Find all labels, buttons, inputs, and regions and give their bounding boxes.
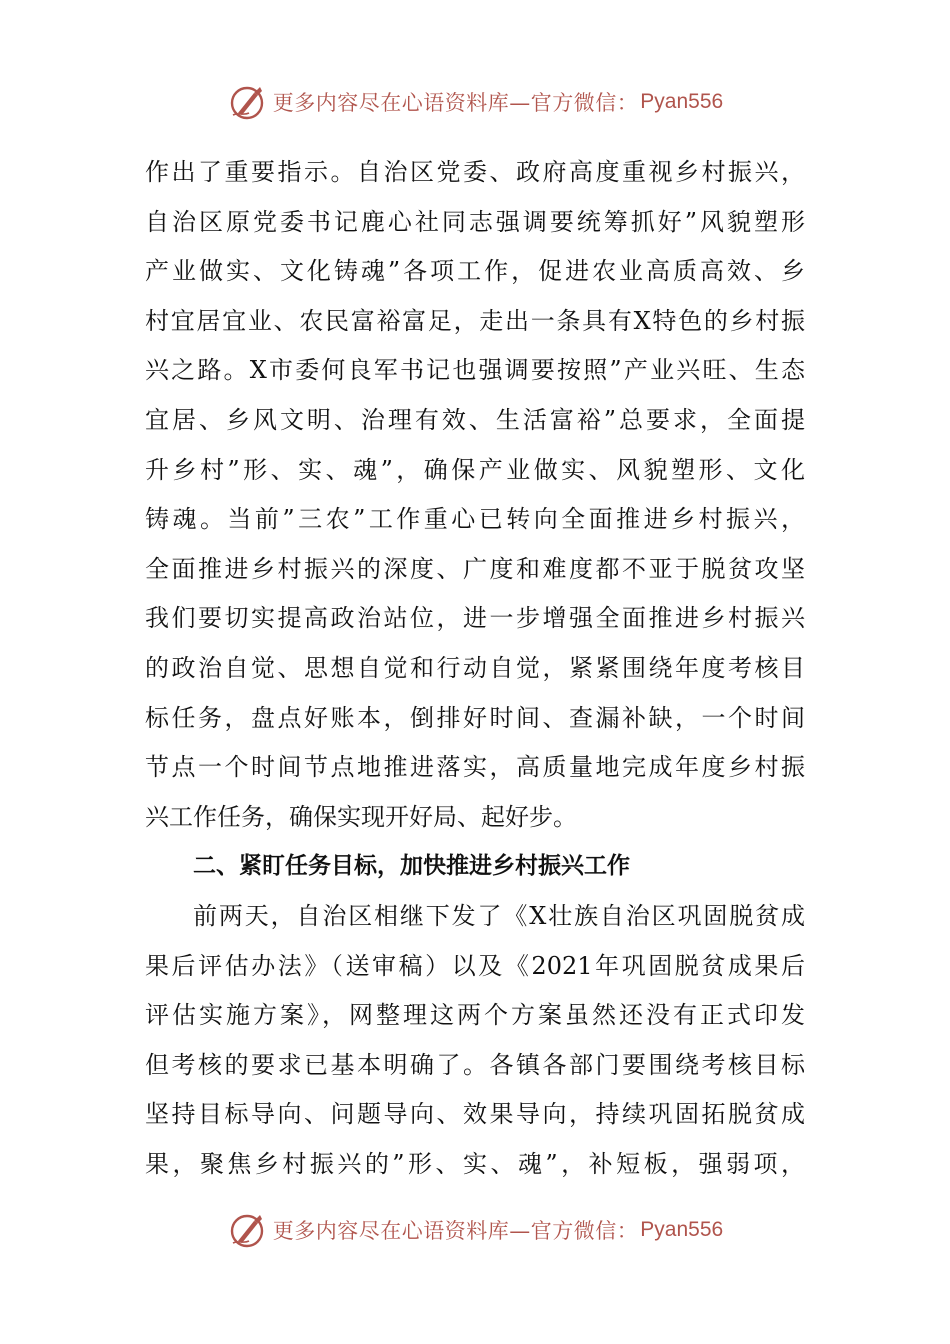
text-line: 果，聚焦乡村振兴的”形、实、魂”，补短板，强弱项， (145, 1149, 805, 1178)
text-line: 兴之路。X市委何良军书记也强调要按照”产业兴旺、生态 (145, 356, 805, 385)
text-line: 兴工作任务，确保实现开好局、起好步。 (145, 802, 577, 831)
watermark-wechat-id: Pyan556 (640, 90, 724, 113)
footer-watermark (0, 1208, 950, 1252)
text-line: 的政治自觉、思想自觉和行动自觉，紧紧围绕年度考核目 (145, 653, 805, 682)
watermark-text: 更多内容尽在心语资料库—官方微信： (272, 1219, 639, 1243)
text-line: 坚持目标导向、问题导向、效果导向，持续巩固拓脱贫成 (145, 1100, 805, 1129)
text-line: 产业做实、文化铸魂”各项工作，促进农业高质高效、乡 (145, 257, 805, 286)
text-line: 作出了重要指示。自治区党委、政府高度重视乡村振兴， (145, 158, 805, 186)
text-line: 节点一个时间节点地推进落实，高质量地完成年度乡村振 (145, 753, 805, 782)
text-line: 评估实施方案》，网整理这两个方案虽然还没有正式印发 (145, 1001, 805, 1030)
section-heading: 二、紧盯任务目标，加快推进乡村振兴工作 (193, 853, 630, 880)
text-line: 标任务，盘点好账本，倒排好时间、查漏补缺，一个时间 (145, 703, 805, 732)
document-body (145, 148, 805, 1189)
text-line: 自治区原党委书记鹿心社同志强调要统筹抓好”风貌塑形 (145, 207, 805, 236)
watermark-text: 更多内容尽在心语资料库—官方微信： (272, 91, 639, 115)
pen-logo-icon (227, 1210, 267, 1250)
watermark-wechat-id: Pyan556 (640, 1218, 724, 1241)
text-line: 前两天，自治区相继下发了《X壮族自治区巩固脱贫成 (193, 901, 805, 930)
text-line: 我们要切实提高政治站位，进一步增强全面推进乡村振兴 (145, 604, 805, 633)
text-line: 全面推进乡村振兴的深度、广度和难度都不亚于脱贫攻坚 (145, 554, 805, 583)
pen-logo-icon (227, 82, 267, 122)
header-watermark (0, 80, 950, 124)
text-line: 但考核的要求已基本明确了。各镇各部门要围绕考核目标 (145, 1050, 805, 1079)
text-line: 宜居、乡风文明、治理有效、生活富裕”总要求，全面提 (145, 405, 805, 434)
text-line: 升乡村”形、实、魂”，确保产业做实、风貌塑形、文化 (145, 455, 805, 484)
text-line: 村宜居宜业、农民富裕富足，走出一条具有X特色的乡村振 (145, 306, 805, 335)
text-line: 果后评估办法》（送审稿）以及《2021年巩固脱贫成果后 (145, 951, 805, 980)
text-line: 铸魂。当前”三农”工作重心已转向全面推进乡村振兴， (145, 505, 805, 534)
